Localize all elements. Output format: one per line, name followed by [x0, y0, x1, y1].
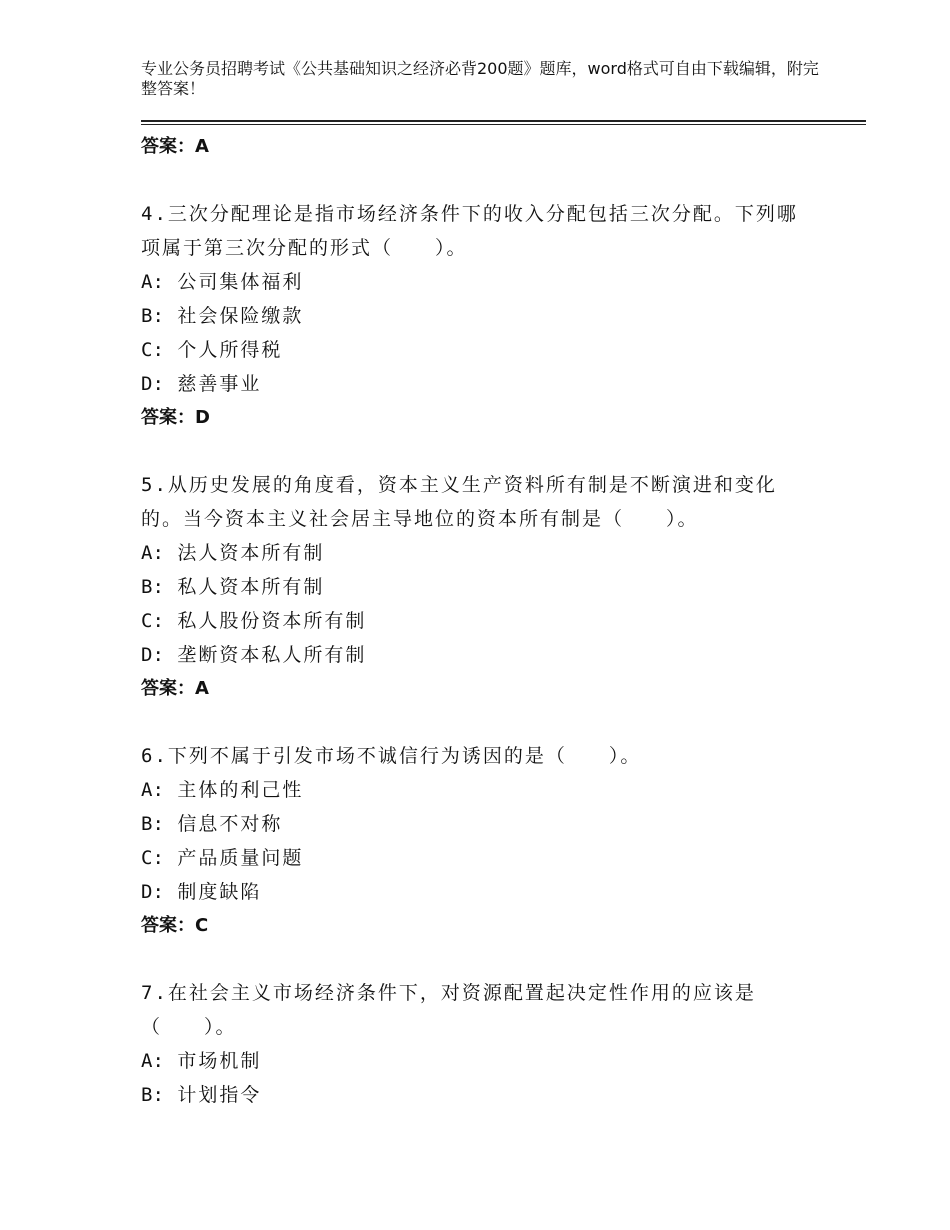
option-b [141, 1078, 801, 1112]
option-text: 制度缺陷 [177, 881, 262, 903]
spacer [141, 943, 801, 976]
header-rule-thick [141, 120, 866, 122]
option-label: D: [141, 644, 164, 666]
option-b [141, 570, 801, 604]
option-text: 垄断资本私人所有制 [177, 644, 367, 666]
question-text: 6.下列不属于引发市场不诚信行为诱因的是（ ）。 [141, 745, 642, 767]
option-label: B: [141, 305, 164, 327]
question-4 [141, 197, 801, 435]
option-c [141, 604, 801, 638]
option-text: 法人资本所有制 [177, 542, 325, 564]
answer-line: 答案：A [141, 136, 209, 157]
option-d [141, 367, 801, 401]
option-text: 主体的利己性 [177, 779, 304, 801]
option-label: B: [141, 576, 164, 598]
spacer [141, 164, 801, 197]
option-a [141, 265, 801, 299]
option-text: 产品质量问题 [177, 847, 304, 869]
question-7 [141, 976, 801, 1112]
question-text: 7.在社会主义市场经济条件下，对资源配置起决定性作用的应该是（ ）。 [141, 982, 756, 1038]
option-text: 信息不对称 [177, 813, 283, 835]
option-label: C: [141, 339, 164, 361]
document-header: 专业公务员招聘考试《公共基础知识之经济必背200题》题库，word格式可自由下载编辑，附完整答案！ [141, 59, 819, 98]
option-d [141, 638, 801, 672]
header-rule-thin [141, 124, 866, 125]
option-label: A: [141, 542, 164, 564]
option-text: 市场机制 [177, 1050, 262, 1072]
option-text: 慈善事业 [177, 373, 262, 395]
option-label: D: [141, 373, 164, 395]
option-label: C: [141, 847, 164, 869]
option-label: D: [141, 881, 164, 903]
option-b [141, 299, 801, 333]
question-5 [141, 468, 801, 706]
option-label: A: [141, 1050, 164, 1072]
option-label: A: [141, 779, 164, 801]
option-d [141, 875, 801, 909]
option-label: A: [141, 271, 164, 293]
spacer [141, 706, 801, 739]
option-a [141, 1044, 801, 1078]
question-text: 5.从历史发展的角度看，资本主义生产资料所有制是不断演进和变化的。当今资本主义社会居主导地位的资本所有制是（ ）。 [141, 474, 777, 530]
option-text: 社会保险缴款 [177, 305, 304, 327]
option-text: 公司集体福利 [177, 271, 304, 293]
answer-line: 答案：A [141, 678, 209, 699]
option-c [141, 841, 801, 875]
question-text: 4.三次分配理论是指市场经济条件下的收入分配包括三次分配。下列哪项属于第三次分配的形式（ ）。 [141, 203, 798, 259]
option-text: 计划指令 [177, 1084, 262, 1106]
answer-line: 答案：D [141, 407, 210, 428]
option-text: 个人所得税 [177, 339, 283, 361]
spacer [141, 435, 801, 468]
answer-line: 答案：C [141, 915, 209, 936]
question-6 [141, 739, 801, 943]
option-label: B: [141, 813, 164, 835]
option-label: B: [141, 1084, 164, 1106]
option-text: 私人资本所有制 [177, 576, 325, 598]
option-b [141, 807, 801, 841]
option-a [141, 536, 801, 570]
option-text: 私人股份资本所有制 [177, 610, 367, 632]
option-c [141, 333, 801, 367]
option-a [141, 773, 801, 807]
option-label: C: [141, 610, 164, 632]
question-list [141, 130, 801, 1112]
